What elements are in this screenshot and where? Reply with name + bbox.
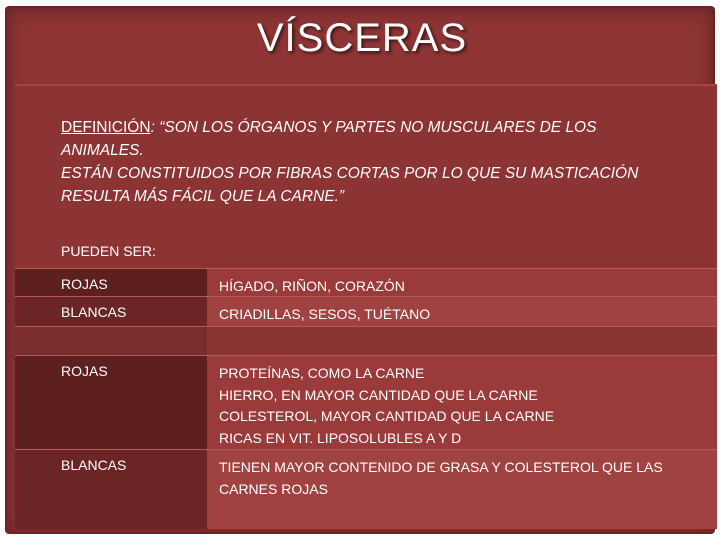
props-red-line-4: RICAS EN VIT. LIPOSOLUBLES A Y D [219, 429, 462, 446]
table-row-type-white [15, 296, 717, 326]
props-white-line-1: TIENEN MAYOR CONTENIDO DE GRASA Y COLESTEROL QUE LAS [219, 459, 663, 475]
definition-line-2: ANIMALES. [61, 142, 144, 159]
table-cell-value [207, 327, 717, 355]
props-value-red [219, 363, 709, 449]
props-value-white [219, 457, 709, 500]
type-value-white [219, 304, 709, 326]
table-row-spacer [15, 326, 717, 355]
props-white-line-2: CARNES ROJAS [219, 480, 328, 497]
table-cell-label [15, 327, 207, 355]
props-red-line-2: HIERRO, EN MAYOR CANTIDAD QUE LA CARNE [219, 386, 538, 403]
definition-line-1: “SON LOS ÓRGANOS Y PARTES NO MUSCULARES DE LOS [159, 119, 597, 136]
type-value-red [219, 276, 709, 298]
table-row-props-white [15, 449, 717, 529]
props-label-white: BLANCAS [61, 457, 127, 473]
slide-title: VÍSCERAS [256, 16, 468, 60]
type-value-red-text: HÍGADO, RIÑON, CORAZÓN [219, 278, 405, 294]
definition-block [61, 116, 701, 208]
props-label-red: ROJAS [61, 363, 108, 379]
table-row-type-red [15, 268, 717, 296]
definition-line-3: ESTÁN CONSTITUIDOS POR FIBRAS CORTAS POR LO QUE SU MASTICACIÓN [61, 165, 639, 182]
definition-label: DEFINICIÓN [61, 119, 151, 136]
props-red-line-1: PROTEÍNAS, COMO LA CARNE [219, 365, 425, 381]
can-be-label: PUEDEN SER: [61, 243, 156, 259]
table-row-props-red [15, 355, 717, 449]
table-cell-label [15, 356, 207, 449]
definition-separator: : [150, 119, 160, 136]
type-value-white-text: CRIADILLAS, SESOS, TUÉTANO [219, 306, 431, 322]
content-panel [15, 84, 717, 528]
type-label-red: ROJAS [61, 276, 108, 292]
table-cell-label [15, 269, 207, 296]
slide [5, 6, 715, 534]
definition-line-4: RESULTA MÁS FÁCIL QUE LA CARNE.” [61, 188, 345, 205]
props-red-line-3: COLESTEROL, MAYOR CANTIDAD QUE LA CARNE [219, 408, 555, 424]
type-label-white: BLANCAS [61, 304, 127, 320]
